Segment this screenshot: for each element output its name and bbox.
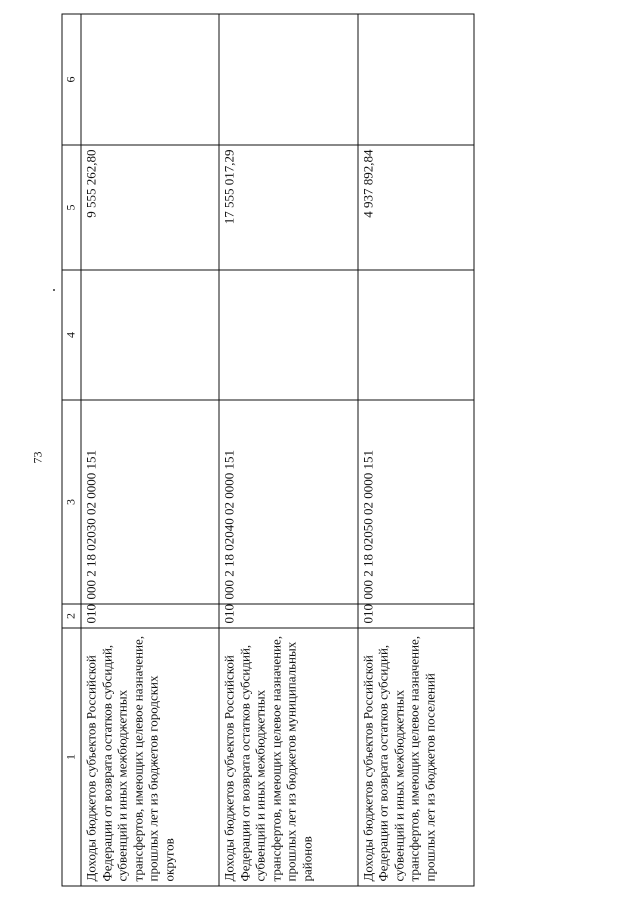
column-header-2: 2 xyxy=(62,604,81,628)
budget-revenue-table xyxy=(61,13,474,886)
column-header-6: 6 xyxy=(62,14,81,145)
empty-cell-col4 xyxy=(81,270,219,400)
rotated-table xyxy=(61,14,474,886)
empty-cell-col6 xyxy=(357,14,473,145)
revenue-code-cell: 000 2 18 02050 02 0000 151 xyxy=(357,400,473,604)
scan-artifact-dot xyxy=(53,289,55,291)
indicator-code-cell: 010 xyxy=(219,604,357,628)
table-row xyxy=(357,14,473,886)
revenue-code-cell: 000 2 18 02030 02 0000 151 xyxy=(81,400,219,604)
revenue-name-cell: Доходы бюджетов субъектов Российской Федерации от возврата остатков субсидий, субвенций и иных межбюджетных трансфертов, имеющих целевое назначение, прошлых лет из бюджетов поселений xyxy=(357,628,473,886)
column-header-3: 3 xyxy=(62,400,81,604)
column-header-5: 5 xyxy=(62,145,81,270)
revenue-name-cell: Доходы бюджетов субъектов Российской Федерации от возврата остатков субсидий, субвенций и иных межбюджетных трансфертов, имеющих целевое назначение, прошлых лет из бюджетов городских округов xyxy=(81,628,219,886)
indicator-code-cell: 010 xyxy=(357,604,473,628)
empty-cell-col4 xyxy=(357,270,473,400)
table-row xyxy=(219,14,357,886)
empty-cell-col6 xyxy=(81,14,219,145)
budget-table-container xyxy=(61,14,474,886)
column-header-4: 4 xyxy=(62,270,81,400)
indicator-code-cell: 010 xyxy=(81,604,219,628)
amount-cell: 9 555 262,80 xyxy=(81,145,219,270)
table-row xyxy=(81,14,219,886)
amount-cell: 17 555 017,29 xyxy=(219,145,357,270)
empty-cell-col6 xyxy=(219,14,357,145)
table-header-row xyxy=(62,14,81,886)
page-number: 73 xyxy=(30,451,45,464)
amount-cell: 4 937 892,84 xyxy=(357,145,473,270)
revenue-name-cell: Доходы бюджетов субъектов Российской Федерации от возврата остатков субсидий, субвенций и иных межбюджетных трансфертов, имеющих целевое назначение, прошлых лет из бюджетов муниципальных районов xyxy=(219,628,357,886)
revenue-code-cell: 000 2 18 02040 02 0000 151 xyxy=(219,400,357,604)
column-header-1: 1 xyxy=(62,628,81,886)
empty-cell-col4 xyxy=(219,270,357,400)
